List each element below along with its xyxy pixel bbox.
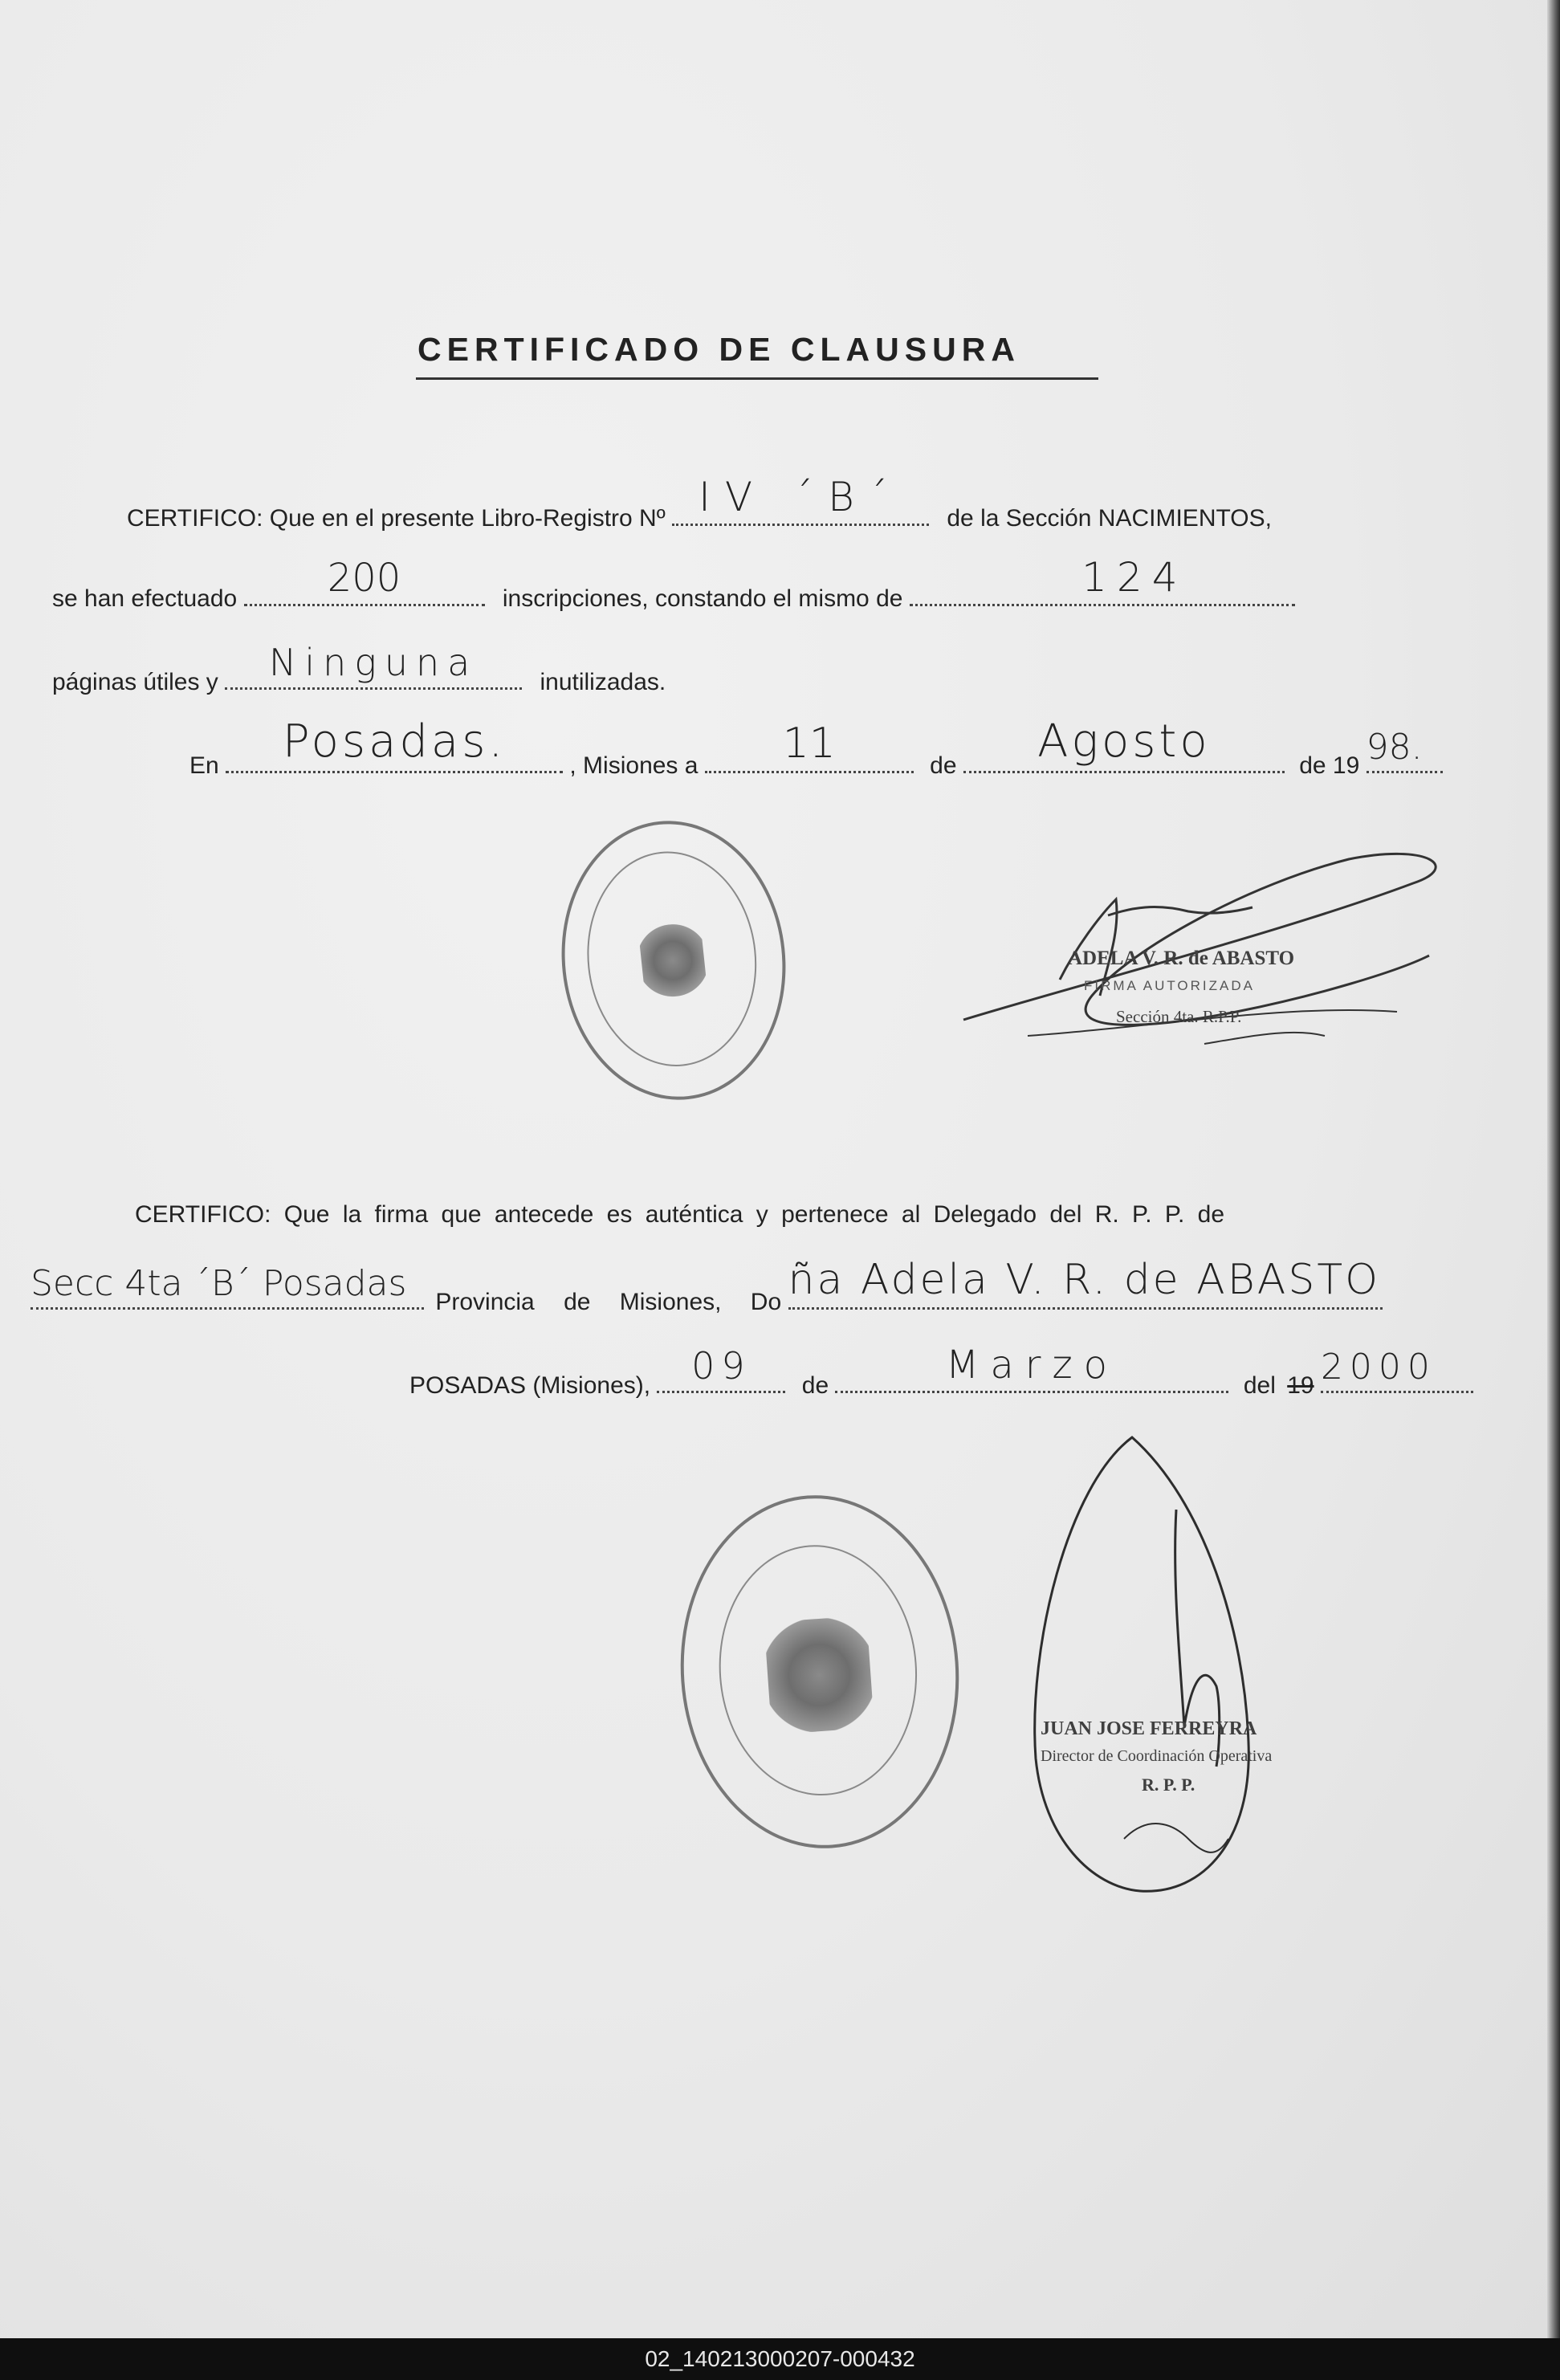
year-field (1366, 727, 1443, 773)
auth-month-handwritten: Marzo (945, 1343, 1119, 1388)
signature-juan (1020, 1421, 1277, 1903)
auth-text: de (801, 1372, 829, 1399)
stamp-role: FIRMA AUTORIZADA (1084, 978, 1255, 993)
closure-text: , Misiones a (569, 752, 699, 779)
month-field (963, 715, 1285, 773)
auth-text: POSADAS (Misiones), (409, 1372, 651, 1399)
closure-text: de (930, 752, 957, 779)
place-field (226, 715, 563, 773)
unused-pages-field (225, 641, 522, 690)
auth-month-field (835, 1343, 1228, 1393)
closure-text: páginas útiles y (52, 669, 218, 695)
closure-text: de la Sección NACIMIENTOS, (947, 505, 1272, 532)
book-number-handwritten: IV ´B´ (699, 474, 902, 520)
file-id-footer: 02_140213000207-000432 (0, 2338, 1560, 2380)
closure-text: En (189, 752, 219, 779)
section-handwritten: Secc 4ta ´B´ Posadas (31, 1263, 407, 1304)
auth-day-field (657, 1344, 785, 1393)
closure-text: CERTIFICO: Que en el presente Libro-Registro Nº (127, 505, 666, 532)
coat-of-arms-emblem (638, 921, 708, 1000)
place-handwritten: Posadas. (282, 715, 507, 768)
closure-text: se han efectuado (52, 585, 238, 612)
closure-text: de 19 (1299, 752, 1360, 779)
auth-day-handwritten: 09 (691, 1344, 751, 1388)
auth-text: Provincia de Misiones, Do (435, 1289, 782, 1315)
page-title: CERTIFICADO DE CLAUSURA (417, 331, 1020, 368)
stamp-name: ADELA V. R. de ABASTO (1068, 948, 1295, 969)
coat-of-arms-emblem (764, 1616, 874, 1735)
auth-line-1: CERTIFICO: Que la firma que antecede es auténtica y pertenece al Delegado del R. P. P. de (135, 1201, 1225, 1228)
closure-text: inscripciones, constando el mismo de (502, 585, 903, 612)
closure-text: inutilizadas. (540, 669, 666, 695)
stamp-role: Director de Coordinación Operativa (1041, 1747, 1273, 1765)
section-field (31, 1263, 424, 1310)
struck-century: 19 (1287, 1372, 1314, 1399)
stamp-name: JUAN JOSE FERREYRA (1041, 1718, 1257, 1739)
delegate-handwritten: ña Adela V. R. de ABASTO (788, 1256, 1381, 1304)
month-handwritten: Agosto (1037, 715, 1211, 768)
stamp-section: Sección 4ta. R.P.P. (1116, 1007, 1242, 1026)
day-field (705, 719, 914, 773)
delegate-field (788, 1256, 1383, 1310)
closure-line-1 (127, 474, 1272, 532)
book-number-field (672, 474, 929, 526)
inscriptions-handwritten: 200 (327, 556, 401, 601)
auth-line-2 (31, 1256, 1383, 1316)
auth-line-3 (409, 1343, 1473, 1400)
page-edge-shadow (1547, 0, 1560, 2338)
day-handwritten: 11 (782, 719, 836, 768)
auth-text: del (1243, 1372, 1276, 1399)
auth-year-field (1320, 1347, 1473, 1393)
title-underline (416, 377, 1098, 380)
auth-year-handwritten: 2000 (1320, 1347, 1436, 1388)
year-handwritten: 98. (1366, 727, 1423, 768)
pages-field (910, 554, 1295, 606)
unused-pages-handwritten: Ninguna (268, 641, 479, 684)
closure-line-3 (52, 641, 666, 696)
closure-line-4 (189, 715, 1443, 780)
closure-line-2 (52, 554, 1295, 613)
pages-handwritten: 124 (1081, 554, 1187, 601)
stamp-org: R. P. P. (1142, 1775, 1195, 1795)
inscriptions-field (244, 556, 485, 606)
